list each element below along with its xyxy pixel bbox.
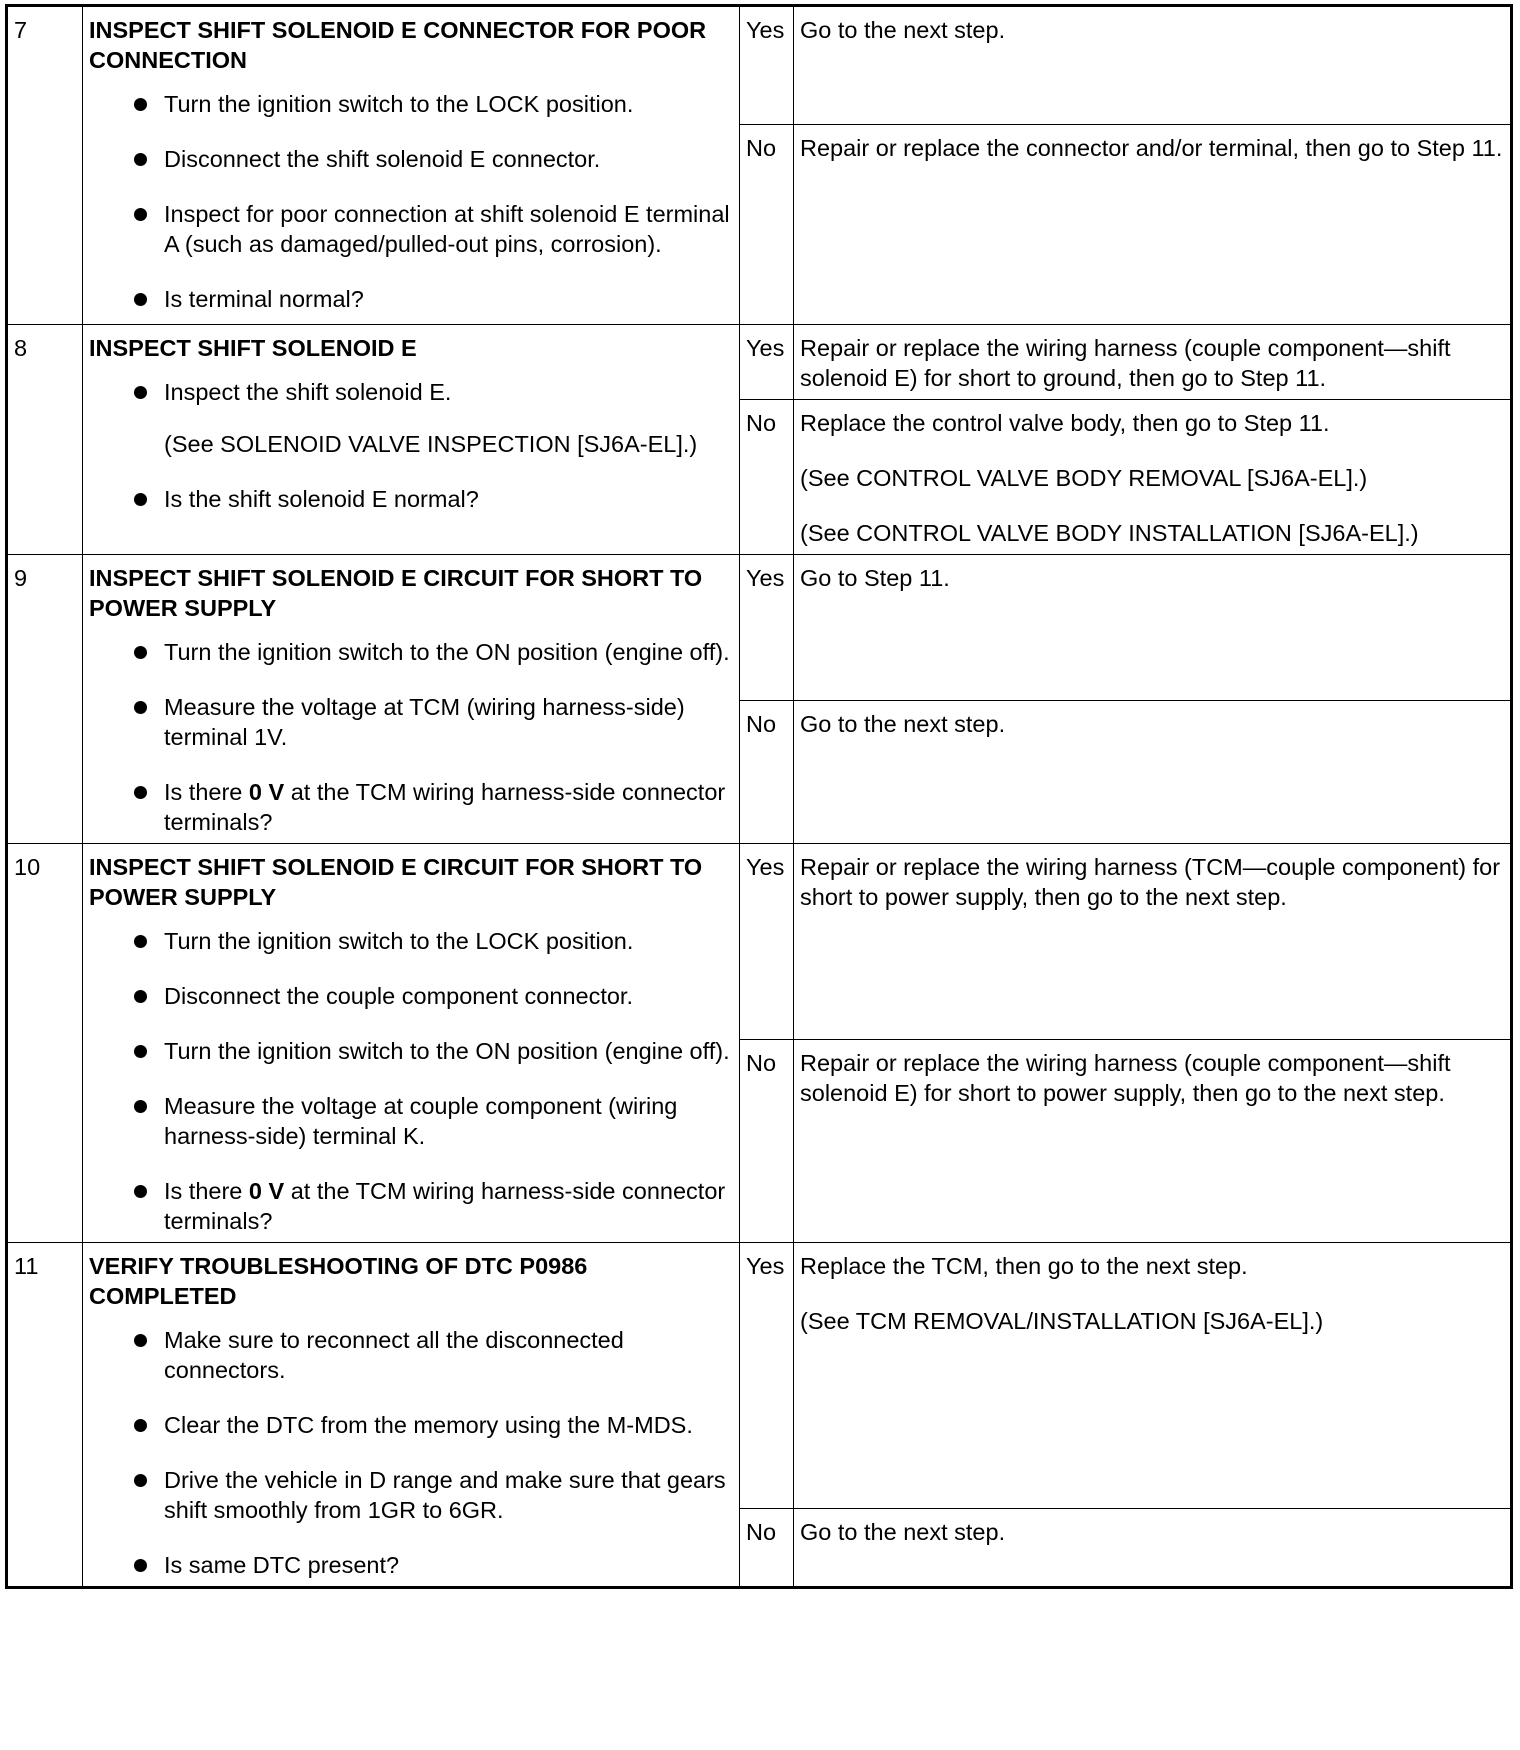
step-number: 8: [7, 325, 83, 555]
bullet-item: [164, 284, 733, 314]
no-label: No: [740, 1509, 794, 1588]
yes-action: Go to Step 11.: [794, 555, 1512, 701]
bullet-text: Is the shift solenoid E normal?: [164, 486, 479, 512]
step-title: INSPECT SHIFT SOLENOID E: [89, 335, 417, 361]
step-11-yes-row: [7, 1243, 1512, 1509]
bullet-item: [164, 1176, 733, 1236]
yes-action-cell: [794, 1243, 1512, 1509]
bullet-icon: [134, 1100, 147, 1113]
bullet-icon: [134, 786, 147, 799]
question-part: at the TCM wiring harness-side connector terminals?: [164, 1178, 726, 1234]
bullet-icon: [134, 990, 147, 1003]
step-10-yes-row: [7, 844, 1512, 1040]
reference-link[interactable]: (See CONTROL VALVE BODY INSTALLATION [SJ6A-EL].): [800, 520, 1419, 546]
step-title: INSPECT SHIFT SOLENOID E CIRCUIT FOR SHORT TO POWER SUPPLY: [89, 854, 703, 910]
step-inspection-cell: [83, 844, 740, 1243]
bullet-icon: [134, 935, 147, 948]
bullet-text: Turn the ignition switch to the ON position (engine off).: [164, 1038, 730, 1064]
step-number: 9: [7, 555, 83, 844]
step-inspection-cell: [83, 1243, 740, 1588]
step-9-yes-row: [7, 555, 1512, 701]
question-part: at the TCM wiring harness-side connector terminals?: [164, 779, 726, 835]
bullet-icon: [134, 701, 147, 714]
bullet-text: Is same DTC present?: [164, 1552, 400, 1578]
no-label: No: [740, 1040, 794, 1243]
bullet-item: [164, 926, 733, 956]
bullet-item: [164, 377, 733, 459]
bullet-text: Inspect the shift solenoid E.: [164, 379, 452, 405]
inspection-bullet-list: [89, 377, 733, 514]
bullet-item: [164, 1465, 733, 1525]
bullet-item: [164, 484, 733, 514]
yes-label: Yes: [740, 6, 794, 125]
step-title: INSPECT SHIFT SOLENOID E CIRCUIT FOR SHORT TO POWER SUPPLY: [89, 565, 703, 621]
step-number: 11: [7, 1243, 83, 1588]
bullet-item: [164, 637, 733, 667]
bullet-icon: [134, 386, 147, 399]
question-value: 0 V: [248, 779, 285, 805]
no-action: Repair or replace the connector and/or terminal, then go to Step 11.: [794, 125, 1512, 325]
step-number: 7: [7, 6, 83, 325]
no-action-cell: [794, 400, 1512, 555]
inspection-bullet-list: [89, 89, 733, 314]
bullet-item: [164, 777, 733, 837]
bullet-text: Disconnect the couple component connector.: [164, 983, 633, 1009]
yes-action: Repair or replace the wiring harness (TCM—couple component) for short to power supply, then go to the next step.: [794, 844, 1512, 1040]
step-title: INSPECT SHIFT SOLENOID E CONNECTOR FOR POOR CONNECTION: [89, 17, 707, 73]
bullet-item: [164, 144, 733, 174]
yes-label: Yes: [740, 555, 794, 701]
inspection-bullet-list: [89, 1325, 733, 1580]
step-7-yes-row: [7, 6, 1512, 125]
no-action: Replace the control valve body, then go to Step 11.: [800, 410, 1330, 436]
bullet-text: Clear the DTC from the memory using the M-MDS.: [164, 1412, 693, 1438]
step-inspection-cell: [83, 555, 740, 844]
bullet-text: Turn the ignition switch to the ON position (engine off).: [164, 639, 730, 665]
inspection-bullet-list: [89, 637, 733, 837]
no-label: No: [740, 125, 794, 325]
bullet-item: [164, 1091, 733, 1151]
yes-action: Go to the next step.: [794, 6, 1512, 125]
bullet-icon: [134, 208, 147, 221]
question-text: [164, 779, 725, 835]
no-label: No: [740, 701, 794, 844]
no-action: Go to the next step.: [794, 701, 1512, 844]
question-part: Is there: [164, 779, 249, 805]
bullet-icon: [134, 1474, 147, 1487]
no-label: No: [740, 400, 794, 555]
bullet-icon: [134, 1419, 147, 1432]
bullet-icon: [134, 1334, 147, 1347]
yes-label: Yes: [740, 844, 794, 1040]
yes-action: Replace the TCM, then go to the next step.: [800, 1253, 1248, 1279]
bullet-text: Make sure to reconnect all the disconnected connectors.: [164, 1327, 624, 1383]
bullet-item: [164, 981, 733, 1011]
diagnostic-procedure-table: [5, 4, 1513, 1589]
bullet-icon: [134, 646, 147, 659]
bullet-item: [164, 89, 733, 119]
bullet-icon: [134, 493, 147, 506]
bullet-item: [164, 199, 733, 259]
bullet-item: [164, 1325, 733, 1385]
no-action: Repair or replace the wiring harness (couple component—shift solenoid E) for short to power supply, then go to the next step.: [794, 1040, 1512, 1243]
bullet-icon: [134, 1559, 147, 1572]
bullet-text: Measure the voltage at TCM (wiring harness-side) terminal 1V.: [164, 694, 685, 750]
bullet-text: Measure the voltage at couple component (wiring harness-side) terminal K.: [164, 1093, 678, 1149]
yes-label: Yes: [740, 325, 794, 400]
no-action: Go to the next step.: [794, 1509, 1512, 1588]
question-value: 0 V: [248, 1178, 285, 1204]
inspection-bullet-list: [89, 926, 733, 1236]
bullet-text: Inspect for poor connection at shift solenoid E terminal A (such as damaged/pulled-out pins, corrosion).: [164, 201, 730, 257]
bullet-icon: [134, 153, 147, 166]
bullet-icon: [134, 1045, 147, 1058]
bullet-item: [164, 1550, 733, 1580]
bullet-item: [164, 1036, 733, 1066]
step-number: 10: [7, 844, 83, 1243]
yes-action: Repair or replace the wiring harness (couple component—shift solenoid E) for short to ground, then go to Step 11.: [794, 325, 1512, 400]
bullet-text: Turn the ignition switch to the LOCK position.: [164, 91, 634, 117]
reference-link[interactable]: (See TCM REMOVAL/INSTALLATION [SJ6A-EL].): [800, 1308, 1324, 1334]
bullet-text: Is terminal normal?: [164, 286, 364, 312]
reference-note: (See SOLENOID VALVE INSPECTION [SJ6A-EL].): [164, 431, 698, 457]
step-inspection-cell: [83, 325, 740, 555]
bullet-text: Turn the ignition switch to the LOCK position.: [164, 928, 634, 954]
bullet-icon: [134, 1185, 147, 1198]
bullet-text: Drive the vehicle in D range and make sure that gears shift smoothly from 1GR to 6GR.: [164, 1467, 726, 1523]
bullet-item: [164, 1410, 733, 1440]
question-part: Is there: [164, 1178, 249, 1204]
yes-label: Yes: [740, 1243, 794, 1509]
step-inspection-cell: [83, 6, 740, 325]
bullet-icon: [134, 293, 147, 306]
bullet-icon: [134, 98, 147, 111]
step-title: VERIFY TROUBLESHOOTING OF DTC P0986 COMPLETED: [89, 1253, 588, 1309]
question-text: [164, 1178, 725, 1234]
bullet-item: [164, 692, 733, 752]
reference-link[interactable]: (See CONTROL VALVE BODY REMOVAL [SJ6A-EL].): [800, 465, 1368, 491]
step-8-yes-row: [7, 325, 1512, 400]
bullet-text: Disconnect the shift solenoid E connector.: [164, 146, 601, 172]
